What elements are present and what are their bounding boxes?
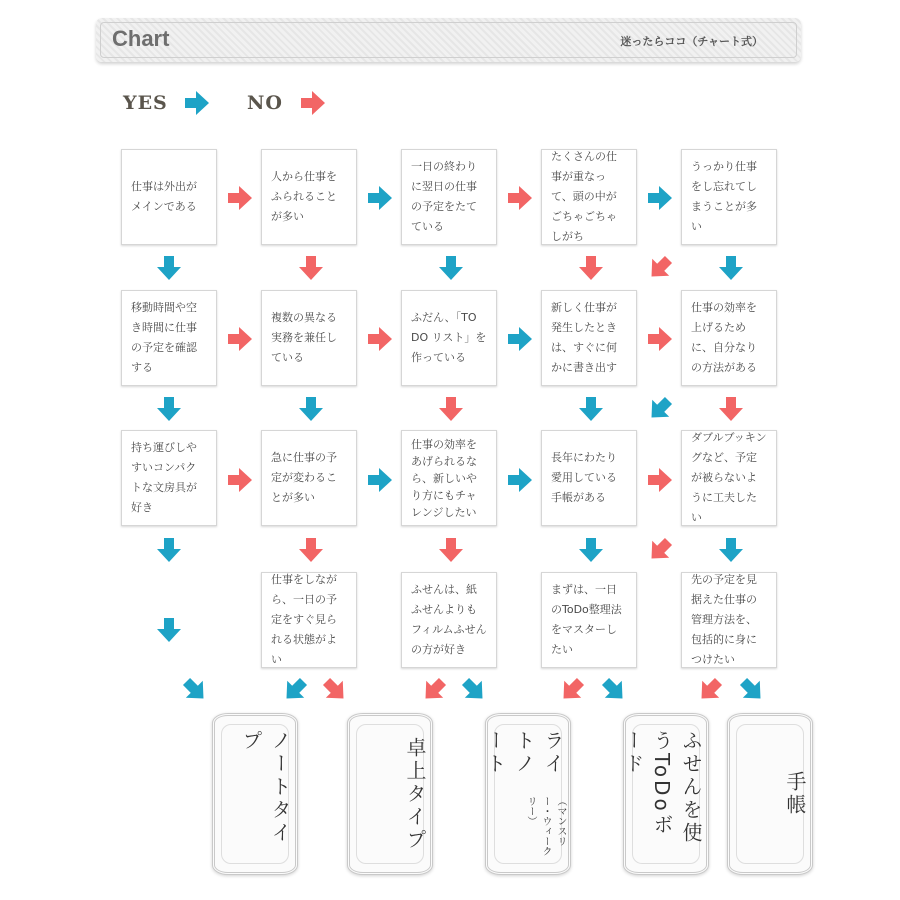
yes-arrow-icon bbox=[281, 676, 309, 704]
result-desk-type bbox=[347, 713, 433, 875]
node-r1c2: 人から仕事をふられることが多い bbox=[261, 149, 357, 245]
result-note-type bbox=[212, 713, 298, 875]
yes-arrow-icon bbox=[366, 466, 394, 494]
header-subtitle: 迷ったらココ（チャート式） bbox=[620, 35, 763, 48]
node-r4c5: 先の予定を見据えた仕事の管理方法を、包括的に身につけたい bbox=[681, 572, 777, 668]
node-r1c5: うっかり仕事をし忘れてしまうことが多い bbox=[681, 149, 777, 245]
no-arrow-icon bbox=[420, 676, 448, 704]
yes-arrow-icon bbox=[646, 395, 674, 423]
yes-arrow-icon bbox=[437, 254, 465, 282]
node-r2c1: 移動時間や空き時間に仕事の予定を確認する bbox=[121, 290, 217, 386]
legend-yes-arrow-icon bbox=[183, 89, 211, 117]
yes-arrow-icon bbox=[181, 676, 209, 704]
node-r3c1: 持ち運びしやすいコンパクトな文房具が好き bbox=[121, 430, 217, 526]
node-r2c4: 新しく仕事が発生したときは、すぐに何かに書き出す bbox=[541, 290, 637, 386]
node-r4c2: 仕事をしながら、一日の予定をすぐ見られる状態がよい bbox=[261, 572, 357, 668]
yes-arrow-icon bbox=[155, 616, 183, 644]
yes-arrow-icon bbox=[717, 254, 745, 282]
result-techo bbox=[727, 713, 813, 875]
chart-header bbox=[96, 18, 801, 62]
no-arrow-icon bbox=[226, 466, 254, 494]
yes-arrow-icon bbox=[717, 536, 745, 564]
legend-yes-label: YES bbox=[123, 92, 168, 114]
node-r3c3: 仕事の効率をあげられるなら、新しいやり方にもチャレンジしたい bbox=[401, 430, 497, 526]
node-r1c4: たくさんの仕事が重なって、頭の中がごちゃごちゃしがち bbox=[541, 149, 637, 245]
node-r2c2: 複数の異なる実務を兼任している bbox=[261, 290, 357, 386]
no-arrow-icon bbox=[297, 254, 325, 282]
legend-no-label: NO bbox=[247, 92, 283, 114]
yes-arrow-icon bbox=[155, 536, 183, 564]
node-r2c3: ふだん、「TO DO リスト」を作っている bbox=[401, 290, 497, 386]
result-light-note-label: ライトノート （マンスリー・ウィークリー） bbox=[488, 730, 568, 858]
no-arrow-icon bbox=[321, 676, 349, 704]
yes-arrow-icon bbox=[646, 184, 674, 212]
result-fusen-todo-board-label: ふせんを使うToDoボード bbox=[621, 730, 703, 845]
yes-arrow-icon bbox=[366, 184, 394, 212]
no-arrow-icon bbox=[696, 676, 724, 704]
no-arrow-icon bbox=[437, 536, 465, 564]
no-arrow-icon bbox=[226, 184, 254, 212]
no-arrow-icon bbox=[437, 395, 465, 423]
yes-arrow-icon bbox=[738, 676, 766, 704]
result-desk-type-label: 卓上タイプ bbox=[403, 736, 427, 852]
no-arrow-icon bbox=[366, 325, 394, 353]
node-r2c5: 仕事の効率を上げるために、自分なりの方法がある bbox=[681, 290, 777, 386]
yes-arrow-icon bbox=[155, 395, 183, 423]
node-r3c2: 急に仕事の予定が変わることが多い bbox=[261, 430, 357, 526]
header-title: Chart bbox=[112, 26, 170, 51]
result-light-note-sublabel: （マンスリー・ウィークリー） bbox=[525, 795, 566, 856]
node-r4c3: ふせんは、紙ふせんよりもフィルムふせんの方が好き bbox=[401, 572, 497, 668]
legend-no-arrow-icon bbox=[299, 89, 327, 117]
result-light-note bbox=[485, 713, 571, 875]
yes-arrow-icon bbox=[506, 466, 534, 494]
node-r1c1: 仕事は外出がメインである bbox=[121, 149, 217, 245]
no-arrow-icon bbox=[717, 395, 745, 423]
yes-arrow-icon bbox=[600, 676, 628, 704]
no-arrow-icon bbox=[646, 536, 674, 564]
yes-arrow-icon bbox=[155, 254, 183, 282]
no-arrow-icon bbox=[646, 254, 674, 282]
no-arrow-icon bbox=[646, 466, 674, 494]
no-arrow-icon bbox=[558, 676, 586, 704]
yes-arrow-icon bbox=[577, 395, 605, 423]
no-arrow-icon bbox=[577, 254, 605, 282]
node-r1c3: 一日の終わりに翌日の仕事の予定をたてている bbox=[401, 149, 497, 245]
no-arrow-icon bbox=[226, 325, 254, 353]
node-r3c4: 長年にわたり愛用している手帳がある bbox=[541, 430, 637, 526]
result-techo-label: 手帳 bbox=[783, 771, 807, 817]
yes-arrow-icon bbox=[506, 325, 534, 353]
no-arrow-icon bbox=[646, 325, 674, 353]
node-r3c5: ダブルブッキングなど、予定が被らないように工夫したい bbox=[681, 430, 777, 526]
yes-arrow-icon bbox=[297, 395, 325, 423]
yes-arrow-icon bbox=[460, 676, 488, 704]
result-note-type-label: ノートタイプ bbox=[239, 730, 292, 845]
node-r4c4: まずは、一日のToDo整理法をマスターしたい bbox=[541, 572, 637, 668]
no-arrow-icon bbox=[506, 184, 534, 212]
no-arrow-icon bbox=[297, 536, 325, 564]
yes-arrow-icon bbox=[577, 536, 605, 564]
result-fusen-todo-board bbox=[623, 713, 709, 875]
